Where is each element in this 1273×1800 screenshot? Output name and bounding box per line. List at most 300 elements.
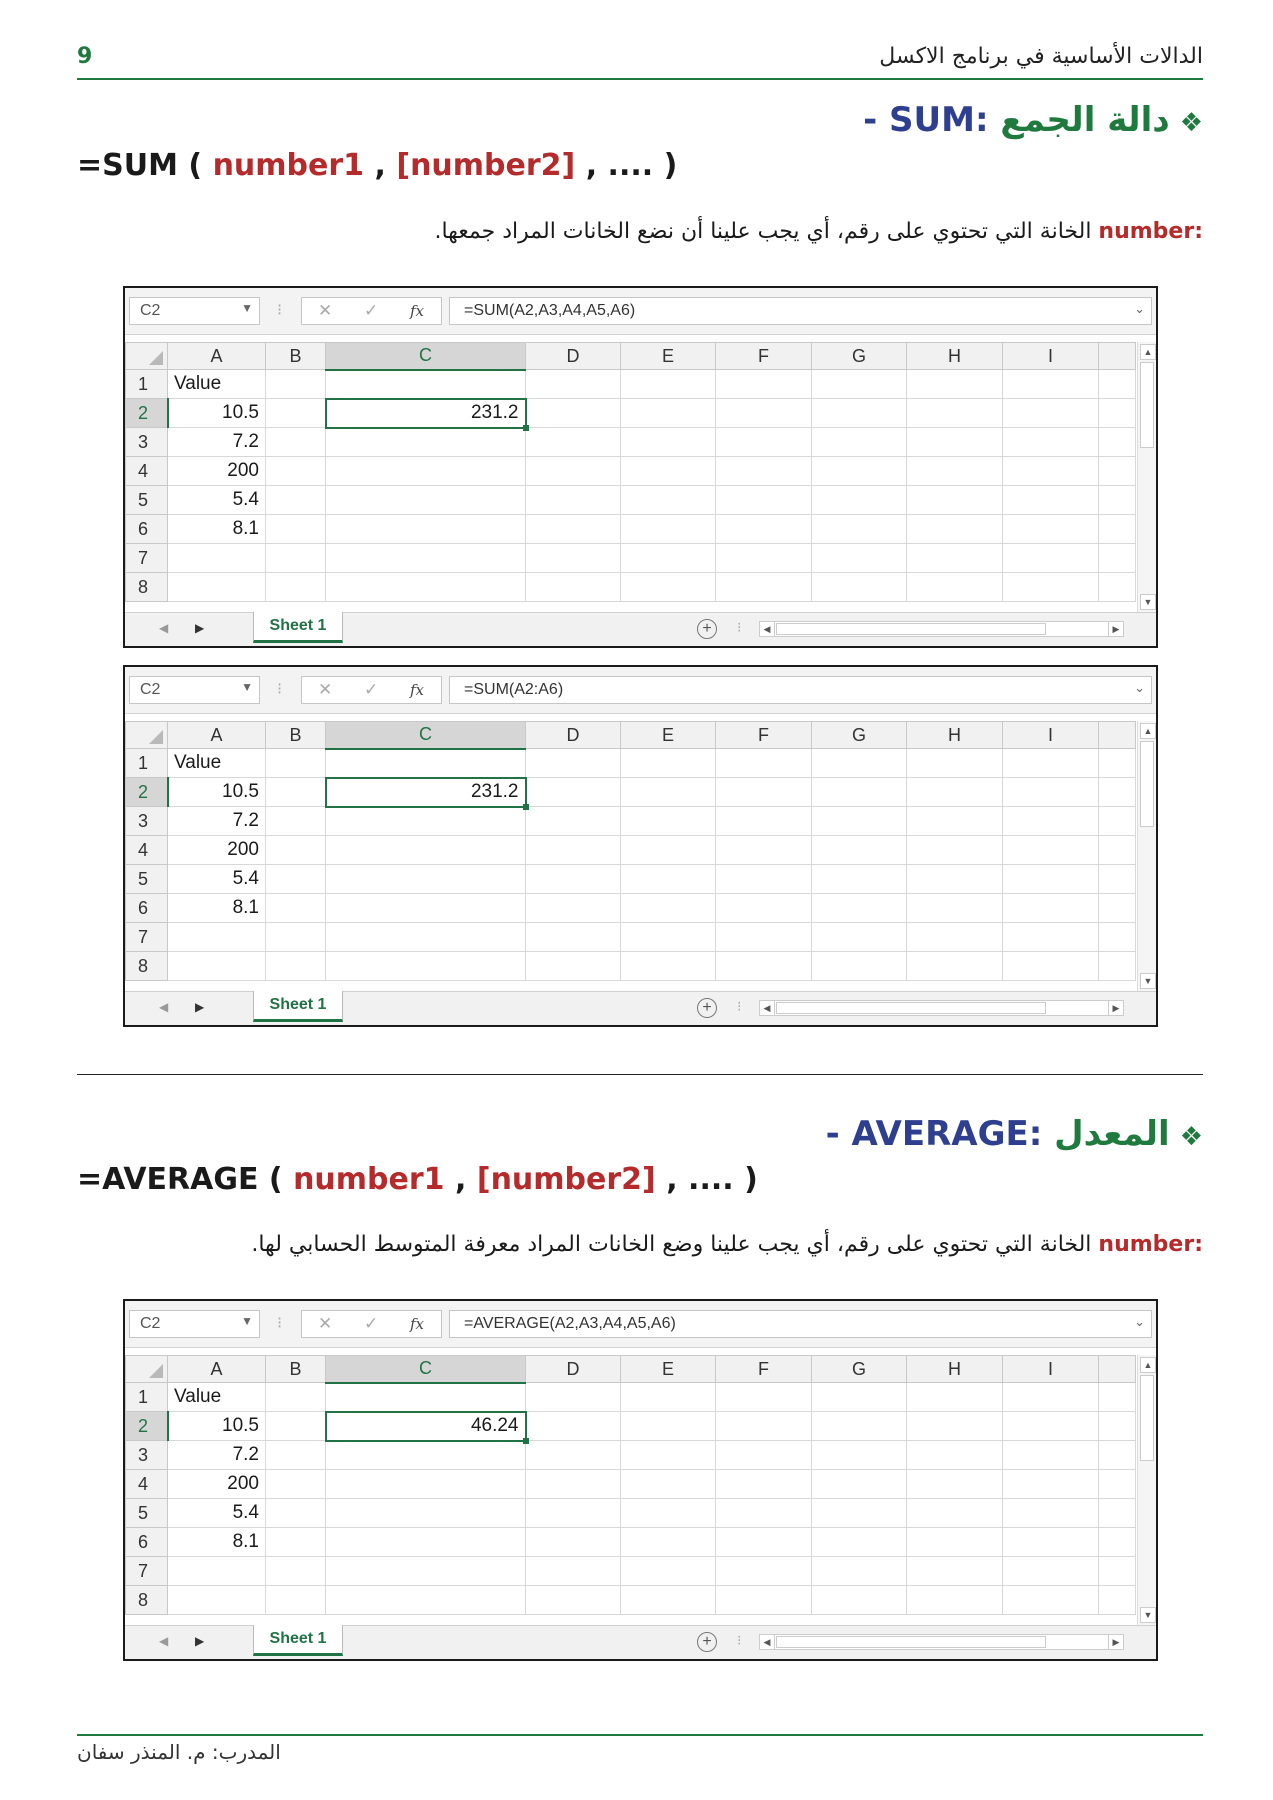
cell[interactable] — [812, 457, 907, 486]
next-sheet-icon[interactable]: ▶ — [195, 1634, 205, 1648]
cell[interactable] — [907, 865, 1003, 894]
cell[interactable] — [907, 457, 1003, 486]
chevron-down-icon[interactable]: ▼ — [241, 680, 253, 694]
cell[interactable] — [907, 1383, 1003, 1412]
prev-sheet-icon[interactable]: ◀ — [159, 1634, 169, 1648]
row-header[interactable]: 4 — [126, 836, 168, 865]
column-header[interactable]: C — [326, 343, 526, 370]
cell[interactable] — [716, 952, 812, 981]
scroll-thumb[interactable] — [776, 1002, 1046, 1014]
row-header[interactable]: 5 — [126, 1499, 168, 1528]
cell[interactable]: 7.2 — [168, 807, 266, 836]
cell[interactable] — [1003, 778, 1099, 807]
cell[interactable] — [526, 1470, 621, 1499]
row-header[interactable]: 5 — [126, 486, 168, 515]
cell[interactable] — [716, 428, 812, 457]
cell[interactable] — [266, 749, 326, 778]
scroll-thumb[interactable] — [776, 1636, 1046, 1648]
cell[interactable] — [326, 1383, 526, 1412]
horizontal-scrollbar[interactable] — [759, 1634, 1124, 1650]
sheet-tab[interactable]: Sheet 1 — [253, 991, 343, 1022]
cell[interactable] — [621, 836, 716, 865]
cell[interactable] — [716, 544, 812, 573]
cell[interactable] — [526, 807, 621, 836]
column-header[interactable]: E — [621, 722, 716, 749]
cell[interactable] — [716, 486, 812, 515]
cell[interactable] — [907, 544, 1003, 573]
cell[interactable] — [326, 457, 526, 486]
cell[interactable] — [1003, 836, 1099, 865]
cell[interactable] — [716, 370, 812, 399]
cell[interactable] — [907, 894, 1003, 923]
cell[interactable] — [266, 1499, 326, 1528]
cell[interactable] — [1003, 428, 1099, 457]
cell[interactable] — [1003, 399, 1099, 428]
row-header[interactable]: 5 — [126, 865, 168, 894]
scroll-up-icon[interactable]: ▲ — [1140, 723, 1156, 739]
cell[interactable] — [1003, 1441, 1099, 1470]
scroll-up-icon[interactable]: ▲ — [1140, 344, 1156, 360]
enter-icon[interactable]: ✓ — [364, 301, 379, 320]
enter-icon[interactable]: ✓ — [364, 1314, 379, 1333]
cell[interactable] — [1099, 807, 1136, 836]
cell[interactable] — [326, 1441, 526, 1470]
cell[interactable]: 200 — [168, 836, 266, 865]
cell[interactable] — [907, 1528, 1003, 1557]
row-header[interactable]: 4 — [126, 457, 168, 486]
column-header[interactable]: B — [266, 722, 326, 749]
cell[interactable] — [621, 399, 716, 428]
cell[interactable] — [266, 399, 326, 428]
cell[interactable]: Value — [168, 370, 266, 399]
cell[interactable] — [812, 1528, 907, 1557]
cell[interactable] — [168, 923, 266, 952]
cell[interactable] — [907, 1441, 1003, 1470]
column-header[interactable]: A — [168, 343, 266, 370]
cell[interactable] — [266, 1412, 326, 1441]
prev-sheet-icon[interactable]: ◀ — [159, 1000, 169, 1014]
cell[interactable] — [266, 807, 326, 836]
cell[interactable] — [1099, 399, 1136, 428]
cell[interactable] — [907, 952, 1003, 981]
cell[interactable] — [907, 778, 1003, 807]
select-all-corner[interactable] — [126, 1356, 168, 1383]
cell[interactable] — [812, 1441, 907, 1470]
cell[interactable] — [621, 952, 716, 981]
cell[interactable] — [326, 894, 526, 923]
cell[interactable] — [621, 428, 716, 457]
cell[interactable] — [326, 1557, 526, 1586]
cell[interactable] — [1003, 370, 1099, 399]
expand-icon[interactable]: ⌄ — [1134, 301, 1145, 316]
row-header[interactable]: 2 — [126, 778, 168, 807]
cell[interactable] — [1099, 778, 1136, 807]
column-header[interactable]: B — [266, 343, 326, 370]
row-header[interactable]: 7 — [126, 1557, 168, 1586]
cell[interactable] — [716, 894, 812, 923]
cell[interactable] — [326, 486, 526, 515]
cell[interactable] — [1099, 1586, 1136, 1615]
cell[interactable] — [526, 399, 621, 428]
column-header[interactable]: E — [621, 1356, 716, 1383]
cell[interactable]: 8.1 — [168, 1528, 266, 1557]
column-header[interactable]: H — [907, 343, 1003, 370]
add-sheet-icon[interactable]: + — [697, 1632, 717, 1652]
cell[interactable] — [621, 544, 716, 573]
cell[interactable] — [1099, 1383, 1136, 1412]
cell[interactable] — [1099, 894, 1136, 923]
cell[interactable] — [1003, 1470, 1099, 1499]
cell[interactable] — [526, 428, 621, 457]
next-sheet-icon[interactable]: ▶ — [195, 1000, 205, 1014]
cell[interactable] — [812, 1586, 907, 1615]
scroll-thumb[interactable] — [1140, 741, 1154, 827]
cell[interactable] — [266, 544, 326, 573]
cell[interactable] — [621, 807, 716, 836]
scroll-thumb[interactable] — [1140, 1375, 1154, 1461]
cell[interactable] — [812, 1383, 907, 1412]
cell[interactable] — [812, 1499, 907, 1528]
cell[interactable] — [907, 515, 1003, 544]
column-header[interactable]: H — [907, 1356, 1003, 1383]
column-header[interactable] — [1099, 722, 1136, 749]
cell[interactable] — [1099, 573, 1136, 602]
cell[interactable] — [326, 1499, 526, 1528]
cell[interactable] — [621, 923, 716, 952]
cancel-icon[interactable]: ✕ — [318, 680, 333, 699]
column-header[interactable]: C — [326, 722, 526, 749]
active-cell[interactable]: 46.24 — [326, 1412, 526, 1441]
cell[interactable] — [168, 952, 266, 981]
cell[interactable] — [326, 428, 526, 457]
row-header[interactable]: 6 — [126, 894, 168, 923]
row-header[interactable]: 2 — [126, 399, 168, 428]
column-header[interactable]: C — [326, 1356, 526, 1383]
cell[interactable] — [1003, 1383, 1099, 1412]
cell[interactable] — [812, 807, 907, 836]
sheet-tab[interactable]: Sheet 1 — [253, 1625, 343, 1656]
cell[interactable] — [1003, 515, 1099, 544]
row-header[interactable]: 8 — [126, 952, 168, 981]
cell[interactable] — [621, 1441, 716, 1470]
column-header[interactable] — [1099, 343, 1136, 370]
cell[interactable] — [1099, 1528, 1136, 1557]
cell[interactable] — [621, 1499, 716, 1528]
chevron-down-icon[interactable]: ▼ — [241, 1314, 253, 1328]
cell[interactable] — [266, 486, 326, 515]
cell[interactable] — [168, 1557, 266, 1586]
column-header[interactable]: D — [526, 722, 621, 749]
cell[interactable] — [621, 515, 716, 544]
cell[interactable] — [326, 370, 526, 399]
column-header[interactable]: E — [621, 343, 716, 370]
cell[interactable] — [812, 428, 907, 457]
cell[interactable] — [1003, 1528, 1099, 1557]
cell[interactable] — [326, 865, 526, 894]
sheet-tab[interactable]: Sheet 1 — [253, 612, 343, 643]
column-header[interactable]: G — [812, 1356, 907, 1383]
drag-handle-icon[interactable]: ⁝ — [277, 302, 283, 319]
cell[interactable]: 5.4 — [168, 1499, 266, 1528]
cell[interactable] — [621, 1412, 716, 1441]
add-sheet-icon[interactable]: + — [697, 998, 717, 1018]
cell[interactable] — [1003, 457, 1099, 486]
scroll-thumb[interactable] — [1140, 362, 1154, 448]
column-header[interactable]: H — [907, 722, 1003, 749]
cell[interactable] — [526, 1441, 621, 1470]
drag-handle-icon[interactable]: ⁝ — [277, 681, 283, 698]
cell[interactable] — [526, 836, 621, 865]
scroll-down-icon[interactable]: ▼ — [1140, 1607, 1156, 1623]
cell[interactable] — [907, 486, 1003, 515]
cell[interactable] — [266, 1383, 326, 1412]
cell[interactable] — [1099, 865, 1136, 894]
cell[interactable] — [907, 807, 1003, 836]
cell[interactable] — [1099, 952, 1136, 981]
cancel-icon[interactable]: ✕ — [318, 1314, 333, 1333]
scroll-left-icon[interactable]: ◀ — [760, 622, 775, 636]
cell[interactable] — [716, 573, 812, 602]
cell[interactable] — [1099, 1499, 1136, 1528]
cell[interactable] — [907, 370, 1003, 399]
cell[interactable] — [907, 399, 1003, 428]
cell[interactable] — [812, 836, 907, 865]
cell[interactable] — [1099, 428, 1136, 457]
cell[interactable] — [266, 370, 326, 399]
cell[interactable] — [716, 1412, 812, 1441]
column-header[interactable]: B — [266, 1356, 326, 1383]
cell[interactable] — [716, 1528, 812, 1557]
cell[interactable] — [812, 370, 907, 399]
column-header[interactable]: I — [1003, 343, 1099, 370]
cell[interactable] — [526, 457, 621, 486]
name-box[interactable] — [129, 676, 260, 704]
cell[interactable] — [526, 749, 621, 778]
cell[interactable] — [621, 573, 716, 602]
column-header[interactable] — [1099, 1356, 1136, 1383]
cell[interactable] — [716, 1470, 812, 1499]
column-header[interactable]: D — [526, 1356, 621, 1383]
cell[interactable] — [1003, 807, 1099, 836]
cell[interactable] — [907, 923, 1003, 952]
cell[interactable] — [812, 1412, 907, 1441]
cell[interactable] — [716, 1499, 812, 1528]
cell[interactable] — [526, 544, 621, 573]
cell[interactable] — [812, 865, 907, 894]
cell[interactable] — [812, 486, 907, 515]
cell[interactable] — [1003, 544, 1099, 573]
cell[interactable] — [621, 457, 716, 486]
cell[interactable] — [266, 1528, 326, 1557]
cell[interactable] — [266, 923, 326, 952]
cell[interactable] — [1099, 923, 1136, 952]
row-header[interactable]: 7 — [126, 544, 168, 573]
cell[interactable] — [812, 544, 907, 573]
row-header[interactable]: 3 — [126, 807, 168, 836]
cell[interactable]: 200 — [168, 1470, 266, 1499]
enter-icon[interactable]: ✓ — [364, 680, 379, 699]
horizontal-scrollbar[interactable] — [759, 621, 1124, 637]
row-header[interactable]: 6 — [126, 515, 168, 544]
active-cell[interactable]: 231.2 — [326, 778, 526, 807]
prev-sheet-icon[interactable]: ◀ — [159, 621, 169, 635]
cell[interactable] — [716, 923, 812, 952]
scroll-down-icon[interactable]: ▼ — [1140, 594, 1156, 610]
row-header[interactable]: 1 — [126, 370, 168, 399]
scroll-up-icon[interactable]: ▲ — [1140, 1357, 1156, 1373]
cell[interactable] — [326, 836, 526, 865]
column-header[interactable]: F — [716, 722, 812, 749]
expand-icon[interactable]: ⌄ — [1134, 1314, 1145, 1329]
cell[interactable] — [266, 836, 326, 865]
cell[interactable] — [621, 1528, 716, 1557]
cell[interactable] — [1003, 1557, 1099, 1586]
cell[interactable] — [266, 1470, 326, 1499]
cell[interactable] — [716, 457, 812, 486]
expand-icon[interactable]: ⌄ — [1134, 680, 1145, 695]
cell[interactable]: 7.2 — [168, 1441, 266, 1470]
cell[interactable] — [526, 952, 621, 981]
cell[interactable] — [907, 836, 1003, 865]
cell[interactable] — [326, 952, 526, 981]
row-header[interactable]: 3 — [126, 428, 168, 457]
cell[interactable] — [526, 515, 621, 544]
cell[interactable] — [526, 894, 621, 923]
horizontal-scrollbar[interactable] — [759, 1000, 1124, 1016]
cell[interactable] — [621, 749, 716, 778]
cell[interactable]: Value — [168, 749, 266, 778]
scroll-right-icon[interactable]: ▶ — [1108, 1635, 1123, 1649]
cancel-icon[interactable]: ✕ — [318, 301, 333, 320]
cell[interactable] — [1099, 1441, 1136, 1470]
cell[interactable]: 5.4 — [168, 486, 266, 515]
cell[interactable] — [326, 807, 526, 836]
cell[interactable]: 5.4 — [168, 865, 266, 894]
cell[interactable] — [326, 749, 526, 778]
select-all-corner[interactable] — [126, 722, 168, 749]
cell[interactable] — [266, 1586, 326, 1615]
scroll-left-icon[interactable]: ◀ — [760, 1001, 775, 1015]
cell[interactable] — [266, 573, 326, 602]
cell[interactable] — [266, 865, 326, 894]
cell[interactable] — [1099, 515, 1136, 544]
column-header[interactable]: I — [1003, 722, 1099, 749]
cell[interactable] — [621, 778, 716, 807]
cell[interactable] — [812, 778, 907, 807]
row-header[interactable]: 6 — [126, 1528, 168, 1557]
select-all-corner[interactable] — [126, 343, 168, 370]
cell[interactable] — [266, 952, 326, 981]
scroll-right-icon[interactable]: ▶ — [1108, 622, 1123, 636]
cell[interactable] — [266, 894, 326, 923]
row-header[interactable]: 3 — [126, 1441, 168, 1470]
name-box[interactable] — [129, 1310, 260, 1338]
cell[interactable] — [621, 1586, 716, 1615]
cell[interactable] — [266, 428, 326, 457]
cell[interactable] — [716, 836, 812, 865]
splitter-icon[interactable]: ⁝ — [737, 619, 742, 635]
cell[interactable] — [326, 515, 526, 544]
cell[interactable] — [812, 1557, 907, 1586]
column-header[interactable]: I — [1003, 1356, 1099, 1383]
column-header[interactable]: G — [812, 722, 907, 749]
cell[interactable] — [1003, 486, 1099, 515]
cell[interactable] — [716, 865, 812, 894]
cell[interactable] — [526, 1557, 621, 1586]
cell[interactable] — [621, 486, 716, 515]
row-header[interactable]: 8 — [126, 1586, 168, 1615]
scroll-thumb[interactable] — [776, 623, 1046, 635]
cell[interactable] — [907, 1470, 1003, 1499]
scroll-right-icon[interactable]: ▶ — [1108, 1001, 1123, 1015]
cell[interactable]: 7.2 — [168, 428, 266, 457]
add-sheet-icon[interactable]: + — [697, 619, 717, 639]
vertical-scrollbar[interactable] — [1137, 342, 1157, 612]
cell[interactable] — [907, 749, 1003, 778]
cell[interactable] — [621, 1383, 716, 1412]
cell[interactable] — [526, 778, 621, 807]
cell[interactable] — [1003, 923, 1099, 952]
vertical-scrollbar[interactable] — [1137, 1355, 1157, 1625]
cell[interactable] — [1003, 573, 1099, 602]
cell[interactable] — [1003, 865, 1099, 894]
cell[interactable] — [812, 749, 907, 778]
cell[interactable] — [812, 952, 907, 981]
cell[interactable]: 8.1 — [168, 515, 266, 544]
cell[interactable]: 10.5 — [168, 778, 266, 807]
cell[interactable] — [326, 923, 526, 952]
cell[interactable] — [1099, 544, 1136, 573]
cell[interactable] — [621, 894, 716, 923]
cell[interactable] — [1099, 370, 1136, 399]
cell[interactable] — [1099, 486, 1136, 515]
cell[interactable] — [326, 1470, 526, 1499]
cell[interactable] — [907, 1412, 1003, 1441]
cell[interactable] — [168, 544, 266, 573]
cell[interactable] — [716, 807, 812, 836]
cell[interactable] — [812, 573, 907, 602]
cell[interactable] — [907, 428, 1003, 457]
cell[interactable] — [526, 923, 621, 952]
formula-input[interactable] — [449, 676, 1152, 704]
scroll-left-icon[interactable]: ◀ — [760, 1635, 775, 1649]
cell[interactable] — [621, 1557, 716, 1586]
cell[interactable] — [526, 370, 621, 399]
cell[interactable] — [621, 1470, 716, 1499]
row-header[interactable]: 4 — [126, 1470, 168, 1499]
row-header[interactable]: 2 — [126, 1412, 168, 1441]
cell[interactable] — [526, 1586, 621, 1615]
drag-handle-icon[interactable]: ⁝ — [277, 1315, 283, 1332]
cell[interactable] — [526, 865, 621, 894]
cell[interactable] — [621, 865, 716, 894]
cell[interactable] — [266, 457, 326, 486]
cell[interactable] — [1099, 1412, 1136, 1441]
splitter-icon[interactable]: ⁝ — [737, 1632, 742, 1648]
cell[interactable] — [1099, 1557, 1136, 1586]
chevron-down-icon[interactable]: ▼ — [241, 301, 253, 315]
column-header[interactable]: F — [716, 343, 812, 370]
cell[interactable] — [907, 1499, 1003, 1528]
cell[interactable] — [526, 1383, 621, 1412]
cell[interactable] — [1099, 1470, 1136, 1499]
cell[interactable] — [1099, 749, 1136, 778]
cell[interactable] — [907, 1557, 1003, 1586]
formula-input[interactable] — [449, 1310, 1152, 1338]
row-header[interactable]: 8 — [126, 573, 168, 602]
cell[interactable] — [326, 1528, 526, 1557]
cell[interactable]: 10.5 — [168, 1412, 266, 1441]
